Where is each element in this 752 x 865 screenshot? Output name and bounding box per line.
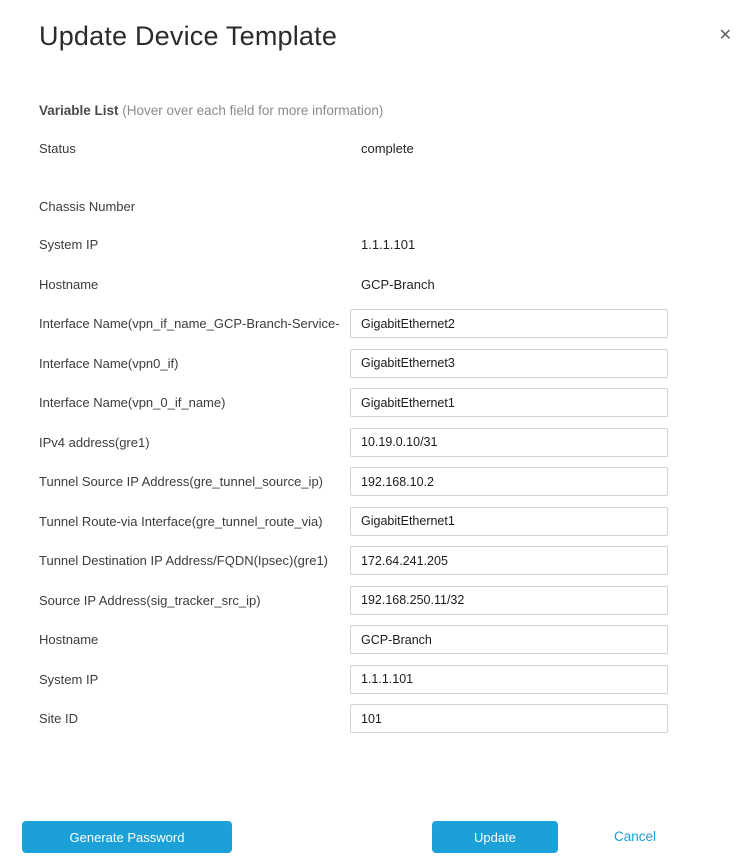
row-chassis-number (39, 196, 752, 216)
status-value: complete (361, 140, 414, 156)
row-hostname (39, 625, 752, 654)
update-device-template-modal (0, 20, 752, 845)
row-status (39, 138, 752, 158)
ipv4-address-gre1-input[interactable] (350, 428, 668, 457)
hostname-input[interactable] (350, 625, 668, 654)
row-tunnel-source-ip (39, 467, 752, 496)
row-hostname-readonly (39, 274, 752, 294)
field-label: Status (39, 140, 76, 156)
section-heading-title: Variable List (39, 103, 119, 118)
field-label: System IP (39, 236, 99, 252)
field-label: Hostname (39, 276, 99, 292)
update-button[interactable]: Update (432, 821, 558, 853)
field-label: Tunnel Route-via Interface(gre_tunnel_route_via) (39, 513, 323, 529)
field-label: IPv4 address(gre1) (39, 434, 150, 450)
hostname-value: GCP-Branch (361, 276, 435, 292)
system-ip-input[interactable] (350, 665, 668, 694)
variable-list-section (0, 103, 752, 733)
source-ip-sig-tracker-input[interactable] (350, 586, 668, 615)
tunnel-route-via-interface-input[interactable] (350, 507, 668, 536)
section-heading (39, 103, 752, 118)
cancel-button[interactable]: Cancel (614, 829, 657, 844)
field-label: Interface Name(vpn_if_name_GCP-Branch-Service- (39, 316, 340, 331)
interface-name-vpn0-if-input[interactable] (350, 349, 668, 378)
row-source-ip-sig-tracker (39, 586, 752, 615)
interface-name-service-vpn-input[interactable] (350, 309, 668, 338)
interface-name-vpn-0-if-name-input[interactable] (350, 388, 668, 417)
generate-password-button[interactable]: Generate Password (22, 821, 232, 853)
field-label: Interface Name(vpn0_if) (39, 355, 179, 371)
field-label: Site ID (39, 711, 79, 726)
field-label: Tunnel Source IP Address(gre_tunnel_source_ip) (39, 474, 324, 489)
section-heading-note: (Hover over each field for more information) (118, 103, 384, 118)
row-interface-name-service-vpn (39, 309, 752, 338)
tunnel-destination-ip-input[interactable] (350, 546, 668, 575)
field-label: Source IP Address(sig_tracker_src_ip) (39, 592, 261, 608)
modal-footer (0, 821, 752, 854)
row-interface-name-vpn-0-if-name (39, 388, 752, 417)
close-icon[interactable]: ✕ (715, 24, 736, 48)
field-label: Hostname (39, 632, 99, 647)
row-interface-name-vpn0-if (39, 349, 752, 378)
row-system-ip-readonly (39, 234, 752, 254)
field-label: Interface Name(vpn_0_if_name) (39, 395, 226, 410)
row-system-ip (39, 665, 752, 694)
row-site-id (39, 704, 752, 733)
site-id-input[interactable] (350, 704, 668, 733)
field-label: Tunnel Destination IP Address/FQDN(Ipsec)(gre1) (39, 553, 329, 568)
row-ipv4-address-gre1 (39, 428, 752, 457)
page-title: Update Device Template (39, 21, 338, 51)
system-ip-value: 1.1.1.101 (361, 236, 416, 252)
row-tunnel-destination-ip (39, 546, 752, 575)
field-label: Chassis Number (39, 198, 136, 214)
row-tunnel-route-via (39, 507, 752, 536)
field-label: System IP (39, 671, 99, 687)
tunnel-source-ip-input[interactable] (350, 467, 668, 496)
